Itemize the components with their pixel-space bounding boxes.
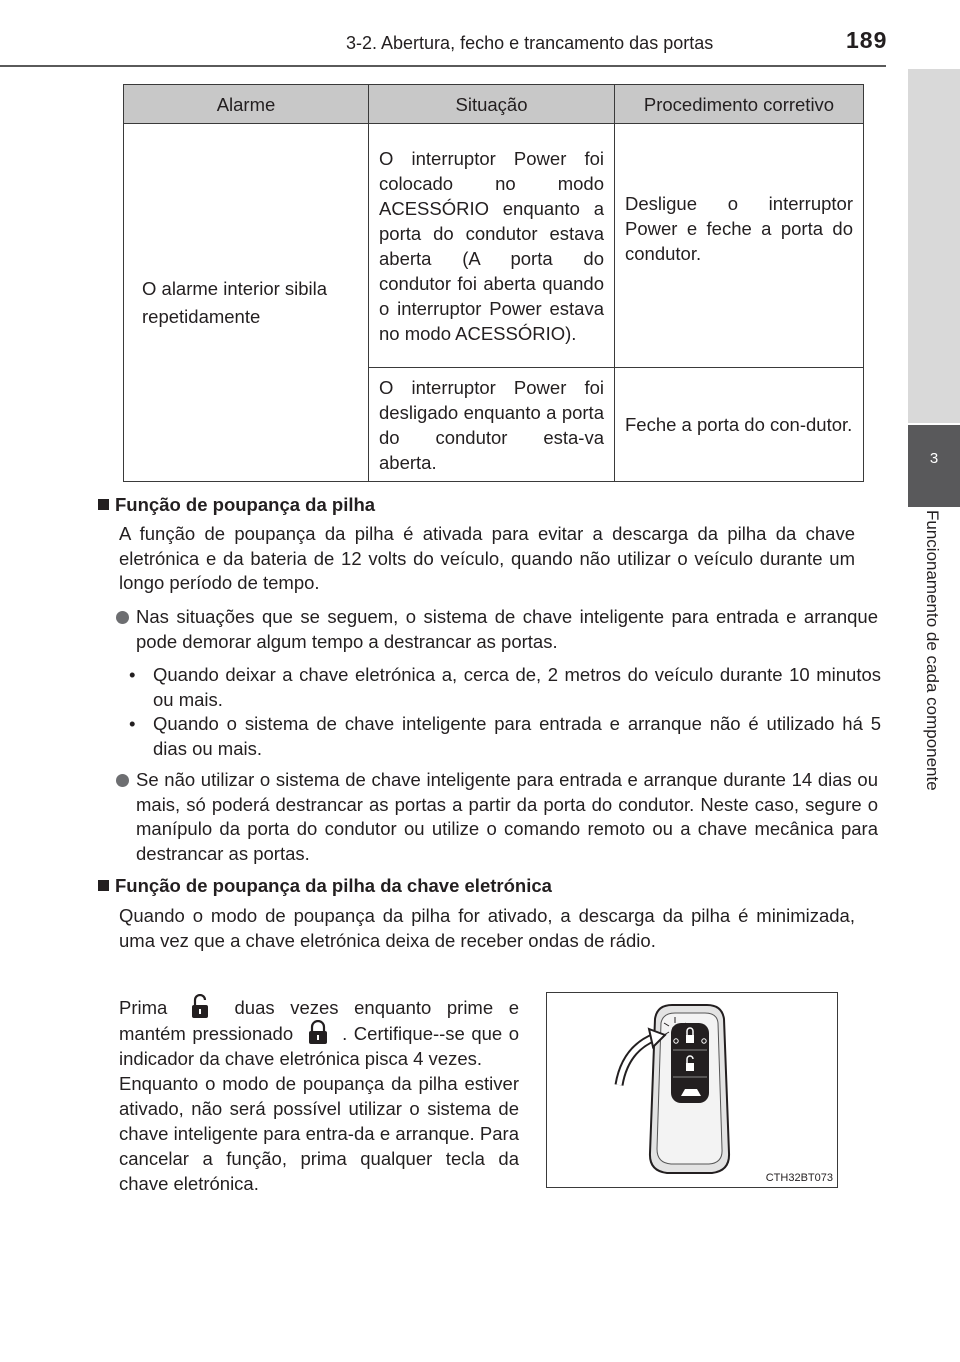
alarm-cell: O alarme interior sibila repetidamente: [124, 124, 369, 482]
instruction-part: duas vezes enquanto prime e mantém pressionado: [119, 997, 520, 1044]
procedure-cell: Desligue o interruptor Power e feche a porta do condutor.: [615, 124, 864, 368]
section-heading: [98, 874, 858, 899]
sub-item-text: Quando deixar a chave eletrónica a, cerca de, 2 metros do veículo durante 10 minutos ou mais.: [153, 664, 881, 710]
column-header-procedure: Procedimento corretivo: [615, 85, 864, 124]
figure-code: CTH32BT073: [765, 1172, 833, 1184]
side-tab-background: [908, 69, 960, 423]
instruction-part: Enquanto o modo de poupança da pilha estiver ativado, não será possível utilizar o sistema de chave inteligente para entra-da e arranque. Para cancelar a função, prima qualquer tecla da chave eletrónica.: [119, 1073, 519, 1194]
sub-bullet-icon: •: [129, 664, 136, 685]
bullet-dot-icon: [116, 611, 129, 624]
section-heading: [98, 493, 858, 518]
section-intro: A função de poupança da pilha é ativada para evitar a descarga da pilha da chave eletrónica e da bateria de 12 volts do veículo, quando não utilizar o veículo durante um longo período de tempo.: [119, 523, 855, 593]
table-row: [124, 124, 864, 368]
bullet-text: Nas situações que se seguem, o sistema de chave inteligente para entrada e arranque pode demorar algum tempo a destrancar as portas.: [136, 606, 878, 652]
column-header-alarm: Alarme: [124, 85, 369, 124]
bullet-dot-icon: [116, 774, 129, 787]
sub-bullet-icon: •: [129, 713, 136, 734]
bullet-text: Se não utilizar o sistema de chave inteligente para entrada e arranque durante 14 dias ou mais, só poderá destrancar as portas a partir da porta do condutor. Neste caso, segure o manípulo da porta do condutor ou utilize o comando remoto ou a chave mecânica para destrancar as portas.: [136, 769, 878, 864]
table-header-row: [124, 85, 864, 124]
sub-list-item: [126, 712, 881, 761]
instruction-text: [119, 994, 519, 1196]
heading-square-icon: [98, 499, 109, 510]
bullet-item: [116, 605, 878, 654]
chapter-label: Funcionamento de cada componente: [923, 510, 942, 791]
bullet-item: [116, 768, 878, 866]
sub-list-item: [126, 663, 881, 712]
sub-item-text: Quando o sistema de chave inteligente para entrada e arranque não é utilizado há 5 dias ou mais.: [153, 713, 881, 759]
column-header-situation: Situação: [369, 85, 615, 124]
header-divider: [0, 65, 886, 67]
running-header: 3-2. Abertura, fecho e trancamento das portas: [346, 33, 714, 53]
unlock-icon: [183, 994, 219, 1020]
heading-square-icon: [98, 880, 109, 891]
chapter-label-container: [908, 510, 960, 870]
instruction-part: Prima: [119, 997, 168, 1018]
situation-cell: O interruptor Power foi desligado enquanto a porta do condutor esta-va aberta.: [369, 368, 615, 482]
chapter-number: 3: [929, 450, 939, 467]
key-fob-illustration: [546, 992, 838, 1188]
section-title: Função de poupança da pilha: [115, 494, 376, 515]
section-intro: Quando o modo de poupança da pilha for ativado, a descarga da pilha é minimizada, uma vez que a chave eletrónica deixa de receber ondas de rádio.: [119, 905, 855, 951]
alarm-table: [123, 84, 864, 482]
procedure-cell: Feche a porta do con-dutor.: [615, 368, 864, 482]
key-fob-drawing: [547, 993, 837, 1187]
section-title: Função de poupança da pilha da chave eletrónica: [115, 875, 552, 896]
situation-cell: O interruptor Power foi colocado no modo ACESSÓRIO enquanto a porta do condutor estava aberta (A porta do condutor foi aberta quando o interruptor Power estava no modo ACESSÓRIO).: [369, 124, 615, 368]
lock-icon: [300, 1020, 336, 1046]
page-number: 189: [846, 27, 888, 53]
instruction-part: . Certifique--se que o indicador da chave eletrónica pisca 4 vezes.: [119, 1023, 520, 1069]
